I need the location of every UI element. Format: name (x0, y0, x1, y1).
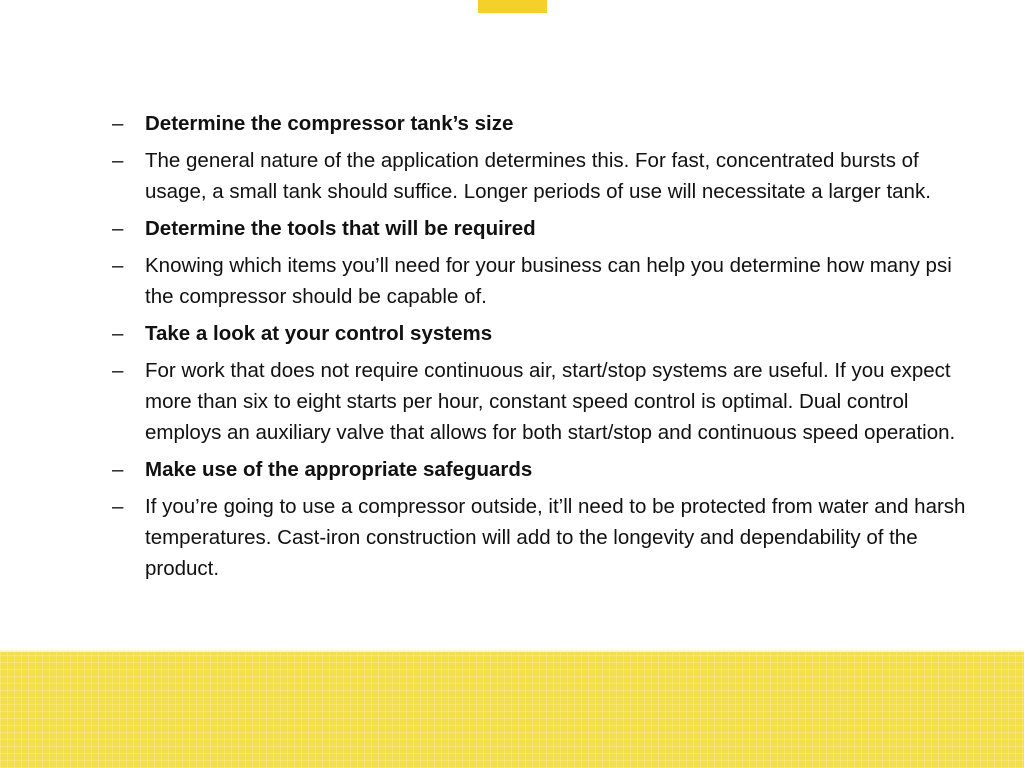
bullet-dash: – (112, 149, 124, 172)
list-item (112, 454, 982, 485)
bullet-heading: Take a look at your control systems (145, 322, 493, 345)
bullet-text: For work that does not require continuous air, start/stop systems are useful. If you expect more than six to eight starts per hour, constant speed control is optimal. Dual control employs an auxiliary valve that allows for both start/stop and continuous speed operation. (145, 359, 956, 444)
top-accent-bar (478, 0, 547, 13)
list-item (112, 108, 982, 139)
bottom-decorative-band (0, 652, 1024, 768)
list-item (112, 355, 982, 448)
bullet-dash: – (112, 359, 124, 382)
bullet-heading: Determine the tools that will be required (145, 217, 536, 240)
bullet-dash: – (112, 322, 124, 345)
list-item (112, 145, 982, 207)
bullet-dash: – (112, 495, 124, 518)
bullet-dash: – (112, 254, 124, 277)
bullet-text: If you’re going to use a compressor outside, it’ll need to be protected from water and harsh temperatures. Cast-iron construction will add to the longevity and dependability of the product. (145, 495, 966, 580)
list-item (112, 213, 982, 244)
list-item (112, 491, 982, 584)
bullet-dash: – (112, 217, 124, 240)
bullet-dash: – (112, 458, 124, 481)
bullet-text: Knowing which items you’ll need for your business can help you determine how many psi the compressor should be capable of. (145, 254, 952, 308)
list-item (112, 318, 982, 349)
bullet-list (112, 108, 982, 590)
bullet-heading: Determine the compressor tank’s size (145, 112, 514, 135)
bullet-heading: Make use of the appropriate safeguards (145, 458, 533, 481)
list-item (112, 250, 982, 312)
bullet-text: The general nature of the application determines this. For fast, concentrated bursts of usage, a small tank should suffice. Longer periods of use will necessitate a larger tank. (145, 149, 931, 203)
bullet-dash: – (112, 112, 124, 135)
